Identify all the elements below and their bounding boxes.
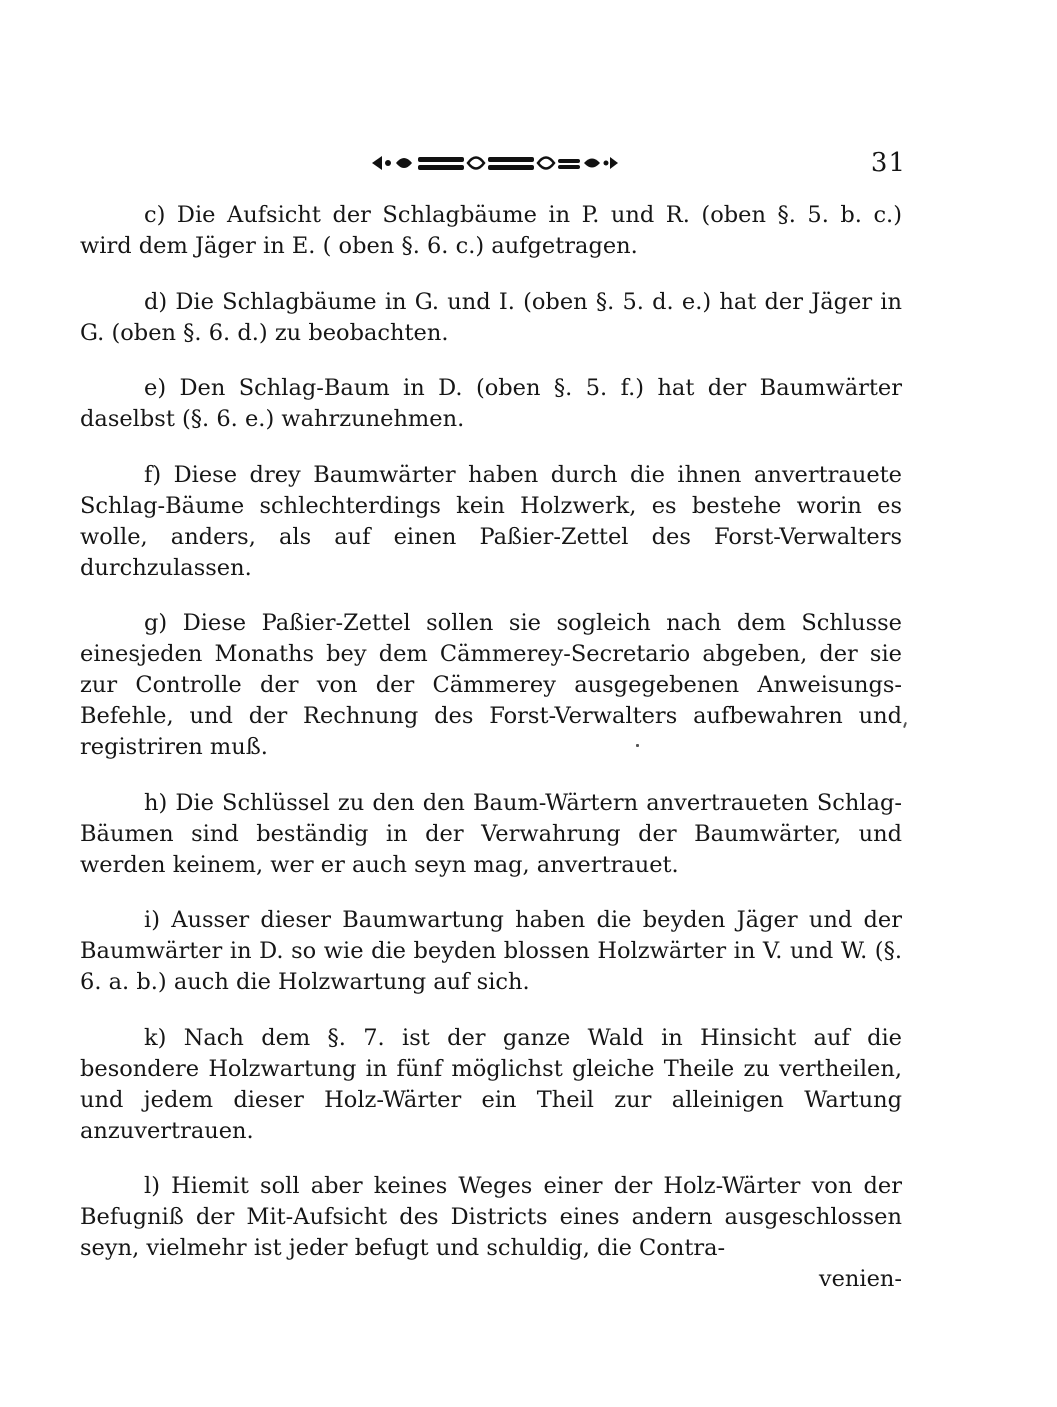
paragraph-h: h) Die Schlüssel zu den den Baum-Wärtern anvertraueten Schlag-Bäumen sind beständig in der Verwahrung der Baumwärter, und werden keinem, wer er auch seyn mag, anvertrauet. [80,789,902,878]
paragraph-k: k) Nach dem §. 7. ist der ganze Wald in Hinsicht auf die besondere Holzwartung in fünf möglichst gleiche Theile zu vertheilen, und jedem dieser Holz-Wärter ein Theil zur alleinigen Wartung anzuvertrauen. [80,1024,902,1144]
paragraph-c: c) Die Aufsicht der Schlagbäume in P. und R. (oben §. 5. b. c.) wird dem Jäger in E. ( oben §. 6. c.) aufgetragen. [80,202,902,259]
paragraph-d: d) Die Schlagbäume in G. und I. (oben §. 5. d. e.) hat der Jäger in G. (oben §. 6. d.) zu beobachten. [80,288,902,346]
ornamental-rule-icon [370,150,620,176]
paragraph-g: g) Diese Paßier-Zettel sollen sie sogleich nach dem Schlusse einesjeden Monaths bey dem Cämmerey-Secretario abgeben, der sie zur Controlle der von der Cämmerey ausgegebenen Anweisungs-Befehle, und der Rechnung des Forst-Verwalters aufbewahren und registriren muß. [80,610,902,760]
paragraph-i: i) Ausser dieser Baumwartung haben die beyden Jäger und der Baumwärter in D. so wie die beyden blossen Holzwärter in V. und W. (§. 6. a. b.) auch die Holzwartung auf sich. [80,907,902,995]
print-speck [636,744,639,747]
paragraph-l: l) Hiemit soll aber keines Weges einer der Holz-Wärter von der Befugniß der Mit-Aufsicht des Districts eines andern ausgeschlossen seyn, vielmehr ist jeder befugt und schuldig, die Contra- [80,1173,902,1261]
paragraph-e: e) Den Schlag-Baum in D. (oben §. 5. f.) hat der Baumwärter daselbst (§. 6. e.) wahrzunehmen. [80,375,902,432]
page-number: 31 [870,148,906,178]
body-text [80,200,902,1295]
paragraph-f: f) Diese drey Baumwärter haben durch die ihnen anvertrauete Schlag-Bäume schlechterdings kein Holzwerk, es bestehe worin es wolle, anders, als auf einen Paßier-Zettel des Forst-Verwalters durchzulassen. [80,461,902,581]
print-speck [903,722,907,728]
catchword: venien- [818,1266,902,1292]
page-header [370,148,910,182]
